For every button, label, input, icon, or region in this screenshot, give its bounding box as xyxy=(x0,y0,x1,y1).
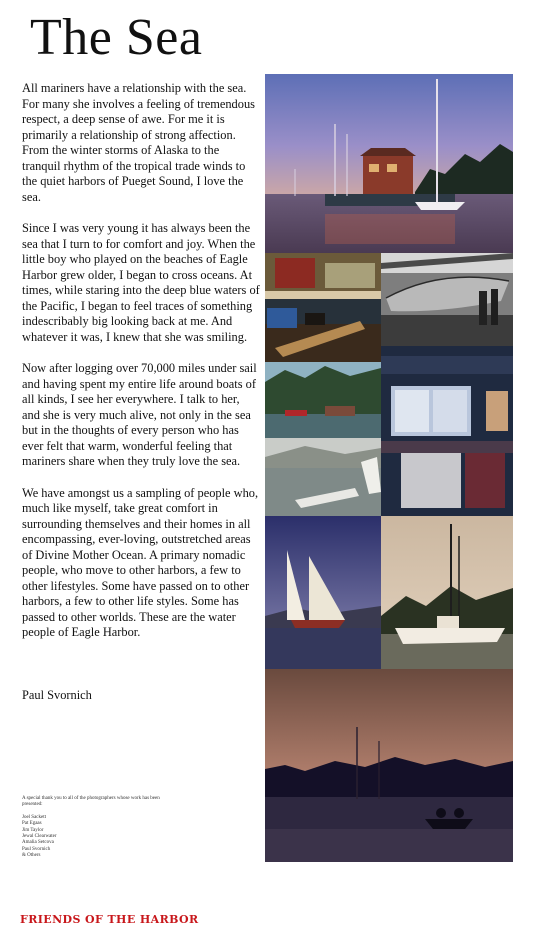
rowboat-dock-photo xyxy=(265,253,381,362)
shoreline-and-dinghy-photo xyxy=(265,362,381,516)
paragraph-2: Since I was very young it has always been the sea that I turn to for comfort and joy. When the little boy who played on the beaches of Eagle Harbor grew older, I began to cross oceans. At times, while staring into the deep blue waters of the Pacific, I began to feel traces of something indescribably big looking back at me. And whatever it was, I knew that she was smiling. xyxy=(22,221,260,344)
boat-hull-shed-photo xyxy=(381,253,513,346)
credit-name: & Others xyxy=(22,853,41,859)
page-title: The Sea xyxy=(30,9,203,66)
paragraph-4: We have amongst us a sampling of people who, much like myself, take great comfort in surrounding themselves and their homes in all encompassing, ever-loving, outstretched areas of Divine Mother Ocean. A primary nomadic people, who move to other harbors, a few to other lifestyles. Some have passed on to other harbors, a few to other life styles. Some has passed to other worlds. These are the water people of Eagle Harbor. xyxy=(22,485,259,639)
photo-credits xyxy=(22,796,172,860)
credit-name: Paul Svornich xyxy=(22,846,51,852)
author-signature: Paul Svornich xyxy=(22,688,92,702)
dusk-harbor-silhouette-photo xyxy=(265,669,513,862)
credits-thanks: A special thank you to all of the photographers whose work has been presented: xyxy=(22,796,160,808)
credit-name: Amalia Setcova xyxy=(22,840,54,846)
paragraph-3: Now after logging over 70,000 miles under sail and having spent my entire life around boats of all kinds, I see her everywhere. I talk to her, and she is very much alive, not only in the sea but in the thoughts of every person who has ever felt that warm, wonderful feeling that mariners share when they truly love the sea. xyxy=(22,361,257,468)
schooner-under-sail-photo xyxy=(265,516,381,669)
friends-of-the-harbor-logo: FRIENDS OF THE HARBOR xyxy=(20,913,199,926)
credit-name: Pat Egaas xyxy=(22,821,42,827)
essay-body xyxy=(22,81,260,657)
credit-name: Jim Taylor xyxy=(22,827,44,833)
fishing-boat-photo xyxy=(381,516,513,669)
harbor-houseboat-photo xyxy=(265,74,513,253)
credit-name: Joel Sackett xyxy=(22,814,47,820)
houseboat-interior-photo xyxy=(381,346,513,516)
paragraph-1: All mariners have a relationship with the sea. For many she involves a feeling of tremendous respect, a deep sense of awe. For me it is primarily a relationship of strong affection. From the winter storms of Alaska to the tranquil rhythm of the tropical trade winds to the quiet harbors of Pueget Sound, I love the sea. xyxy=(22,81,255,204)
credits-list xyxy=(22,815,172,860)
credit-name: Jewal Clearwater xyxy=(22,834,57,840)
